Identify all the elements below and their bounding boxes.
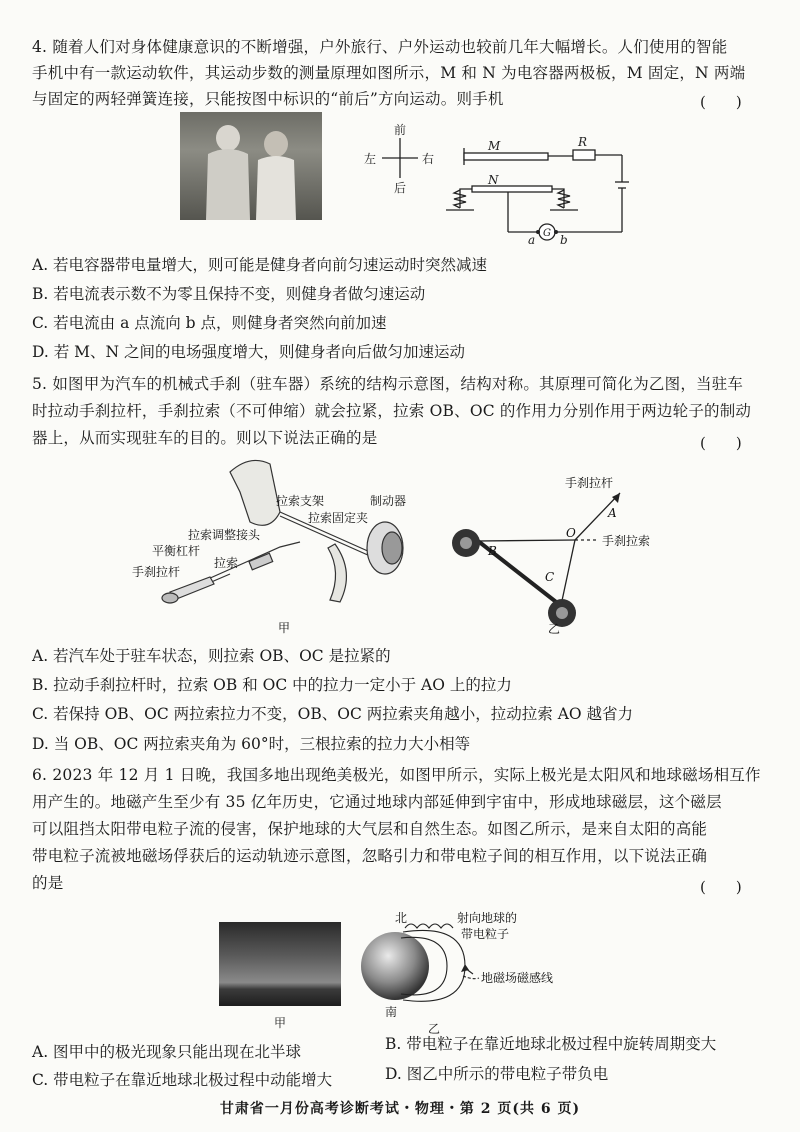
fig-b-point-a: A	[608, 506, 617, 520]
q4-capacitor-diagram	[360, 120, 660, 245]
dir-left-label: 左	[364, 152, 377, 166]
plate-n-label: N	[488, 173, 499, 187]
q6-option-d[interactable]: D. 图乙中所示的带电粒子带负电	[385, 1065, 609, 1083]
q6-line-5: 的是	[32, 874, 64, 892]
fig-field-label: 地磁场磁感线	[481, 971, 554, 985]
q5-line-2: 时拉动手刹拉杆，手刹拉索（不可伸缩）就会拉紧，拉索 OB、OC 的作用力分别作用于两边轮子的制动	[32, 402, 752, 420]
q5-option-c[interactable]: C. 若保持 OB、OC 两拉索拉力不变，OB、OC 两拉索夹角越小，拉动拉索 AO 越省力	[32, 705, 634, 723]
q6-fig-b-caption: 乙	[428, 1022, 441, 1036]
q6-line-1: 6. 2023 年 12 月 1 日晚，我国多地出现绝美极光，如图甲所示，实际上极光是太阳风和地球磁场相互作	[32, 766, 761, 784]
q4-option-c[interactable]: C. 若电流由 a 点流向 b 点，则健身者突然向前加速	[32, 314, 387, 332]
dir-front-label: 前	[394, 123, 407, 137]
q5-option-a[interactable]: A. 若汽车处于驻车状态，则拉索 OB、OC 是拉紧的	[32, 647, 391, 665]
q4-answer-paren: ( )	[700, 93, 742, 111]
q4-option-a[interactable]: A. 若电容器带电量增大，则可能是健身者向前匀速运动时突然减速	[32, 256, 488, 274]
fig-a-cable-label: 拉索	[214, 556, 239, 570]
q5-figure-b-force-diagram	[440, 465, 680, 635]
plate-m-label: M	[488, 139, 501, 153]
fig-particle-label-1: 射向地球的	[457, 911, 518, 925]
q6-option-a[interactable]: A. 图甲中的极光现象只能出现在北半球	[32, 1043, 302, 1061]
fig-a-bracket-label: 拉索支架	[276, 494, 325, 508]
dir-back-label: 后	[394, 181, 407, 195]
q6-line-4: 带电粒子流被地磁场俘获后的运动轨迹示意图，忽略引力和带电粒子间的相互作用，以下说法正确	[32, 847, 708, 865]
q4-photo-joggers	[180, 112, 322, 220]
fig-b-caption: 乙	[548, 622, 561, 635]
fig-b-cable-label: 手刹拉索	[602, 534, 651, 548]
fig-particle-label-2: 带电粒子	[461, 927, 510, 941]
q4-line-1: 4. 随着人们对身体健康意识的不断增强，户外旅行、户外运动也较前几年大幅增长。人们使用的智能	[32, 38, 728, 56]
dir-right-label: 右	[422, 152, 435, 166]
q6-fig-a-caption: 甲	[274, 1016, 287, 1030]
q4-line-3: 与固定的两轻弹簧连接，只能按图中标识的“前后”方向运动。则手机	[32, 90, 504, 108]
galvanometer-label: G	[543, 228, 551, 239]
fig-a-adjust-label: 拉索调整接头	[188, 528, 261, 542]
q6-figure-b-magnetosphere	[355, 908, 555, 1023]
q6-answer-paren: ( )	[700, 878, 742, 896]
resistor-r-label: R	[578, 135, 588, 149]
q4-option-d[interactable]: D. 若 M、N 之间的电场强度增大，则健身者向后做匀加速运动	[32, 343, 466, 361]
fig-a-balance-label: 平衡杠杆	[152, 544, 201, 558]
q5-line-1: 5. 如图甲为汽车的机械式手刹（驻车器）系统的结构示意图，结构对称。其原理可简化为乙图，当驻车	[32, 375, 744, 393]
q5-answer-paren: ( )	[700, 434, 742, 452]
fig-a-lever-label: 手刹拉杆	[132, 565, 181, 579]
q5-line-3: 器上，从而实现驻车的目的。则以下说法正确的是	[32, 429, 378, 447]
q4-option-b[interactable]: B. 若电流表示数不为零且保持不变，则健身者做匀速运动	[32, 285, 426, 303]
q5-figure-a-handbrake	[130, 452, 420, 637]
fig-a-caption: 甲	[278, 621, 291, 635]
fig-b-point-b: B	[488, 544, 497, 558]
page-footer: 甘肃省一月份高考诊断考试・物理・第 2 页(共 6 页)	[219, 1101, 581, 1117]
point-b-label: b	[560, 233, 568, 245]
fig-a-brake-label: 制动器	[370, 494, 407, 508]
q4-line-2: 手机中有一款运动软件，其运动步数的测量原理如图所示，M 和 N 为电容器两极板，M 固定，N 两端	[32, 64, 746, 82]
q6-option-c[interactable]: C. 带电粒子在靠近地球北极过程中动能增大	[32, 1071, 333, 1089]
fig-south-label: 南	[385, 1005, 398, 1019]
fig-b-point-c: C	[545, 570, 555, 584]
q6-line-3: 可以阻挡太阳带电粒子流的侵害，保护地球的大气层和自然生态。如图乙所示，是来自太阳的高能	[32, 820, 708, 838]
q6-line-2: 用产生的。地磁产生至少有 35 亿年历史，它通过地球内部延伸到宇宙中，形成地球磁层，这个磁层	[32, 793, 722, 811]
fig-north-label: 北	[395, 911, 408, 925]
q5-option-d[interactable]: D. 当 OB、OC 两拉索夹角为 60°时，三根拉索的拉力大小相等	[32, 735, 471, 753]
fig-b-lever-label: 手刹拉杆	[565, 476, 614, 490]
fig-a-clip-label: 拉索固定夹	[308, 511, 369, 525]
point-a-label: a	[528, 233, 536, 245]
fig-b-point-o: O	[566, 526, 576, 540]
q6-figure-a-aurora-photo	[219, 922, 341, 1006]
q5-option-b[interactable]: B. 拉动手刹拉杆时，拉索 OB 和 OC 中的拉力一定小于 AO 上的拉力	[32, 676, 512, 694]
q6-option-b[interactable]: B. 带电粒子在靠近地球北极过程中旋转周期变大	[385, 1035, 717, 1053]
